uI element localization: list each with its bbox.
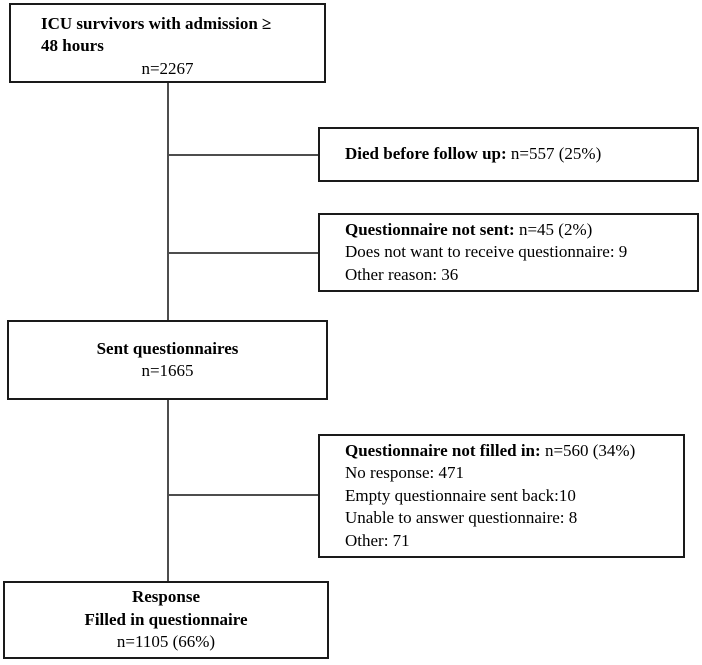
flow-box-questionnaire-not-filled <box>318 434 685 558</box>
box-label: Questionnaire not sent: <box>345 219 515 239</box>
flow-box-died-before-followup <box>318 127 699 182</box>
box-detail-line: No response: 471 <box>345 463 464 483</box>
box-value: n=45 (2%) <box>518 219 593 239</box>
box-line <box>345 440 683 462</box>
box-title-line2: 48 hours <box>41 36 104 56</box>
connector-branch-not-filled <box>168 494 318 496</box>
box-detail-line: Does not want to receive questionnaire: 9 <box>345 242 628 262</box>
flow-box-sent-questionnaires <box>7 320 328 400</box>
box-detail-line: Unable to answer questionnaire: 8 <box>345 508 578 528</box>
box-count: n=1105 (66%) <box>116 632 216 652</box>
box-count: n=1665 <box>141 361 194 380</box>
flow-box-response <box>3 581 329 659</box>
box-line <box>345 143 697 165</box>
box-title: Sent questionnaires <box>96 338 239 358</box>
connector-branch-not-sent <box>168 252 318 254</box>
box-label: Died before follow up: <box>345 144 507 164</box>
box-title-line1: Response <box>131 587 200 607</box>
connector-bottom-vertical <box>167 400 169 581</box>
connector-branch-died <box>168 154 318 156</box>
flow-box-icu-survivors <box>9 3 326 83</box>
box-detail-line: Other: 71 <box>345 530 410 550</box>
flow-box-questionnaire-not-sent <box>318 213 699 292</box>
box-line <box>345 219 697 241</box>
box-value: n=560 (34%) <box>544 440 636 460</box>
box-title-line1: ICU survivors with admission ≥ <box>41 14 272 33</box>
box-detail-line: Other reason: 36 <box>345 264 459 284</box>
box-title-line2: Filled in questionnaire <box>84 609 248 629</box>
connector-top-vertical <box>167 83 169 320</box>
box-detail-line: Empty questionnaire sent back:10 <box>345 485 576 505</box>
box-value: n=557 (25%) <box>510 144 602 164</box>
box-count: n=2267 <box>141 58 194 78</box>
box-label: Questionnaire not filled in: <box>345 440 541 460</box>
